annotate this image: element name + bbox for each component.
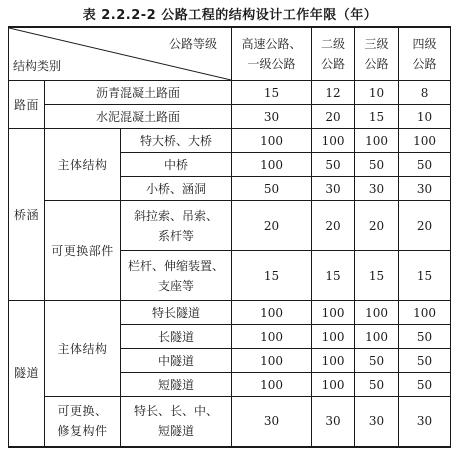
value-cell: 20 [312, 105, 355, 129]
value-cell: 30 [399, 397, 451, 447]
item-name: 特长、长、中、 短隧道 [121, 397, 232, 447]
table-row [9, 81, 451, 105]
value-cell: 50 [232, 177, 312, 201]
value-cell: 100 [232, 129, 312, 153]
table-row [9, 301, 451, 325]
category-bridge: 桥涵 [9, 129, 45, 301]
value-cell: 50 [399, 349, 451, 373]
column-header-highway: 高速公路、 一级公路 [232, 27, 312, 81]
item-name: 小桥、涵洞 [121, 177, 232, 201]
item-name: 短隧道 [121, 373, 232, 397]
column-header-grade3: 三级 公路 [355, 27, 399, 81]
value-cell: 50 [399, 325, 451, 349]
value-cell: 30 [232, 105, 312, 129]
column-header-grade4: 四级 公路 [399, 27, 451, 81]
value-cell: 50 [355, 349, 399, 373]
table-row [9, 105, 451, 129]
value-cell: 100 [312, 349, 355, 373]
value-cell: 100 [355, 129, 399, 153]
value-cell: 30 [312, 397, 355, 447]
value-cell: 12 [312, 81, 355, 105]
value-cell: 20 [355, 201, 399, 251]
table-row [9, 397, 451, 447]
value-cell: 30 [232, 397, 312, 447]
header-row [9, 27, 451, 81]
subcategory-bridge-main: 主体结构 [45, 129, 121, 201]
value-cell: 15 [232, 81, 312, 105]
value-cell: 100 [355, 301, 399, 325]
item-name: 特大桥、大桥 [121, 129, 232, 153]
grade-label: 公路等级 [169, 37, 218, 51]
value-cell: 15 [232, 251, 312, 301]
value-cell: 30 [399, 177, 451, 201]
value-cell: 100 [312, 325, 355, 349]
value-cell: 100 [312, 129, 355, 153]
value-cell: 20 [399, 201, 451, 251]
category-label: 结构类别 [13, 59, 62, 73]
value-cell: 30 [355, 397, 399, 447]
value-cell: 50 [312, 153, 355, 177]
value-cell: 100 [355, 325, 399, 349]
item-name: 斜拉索、吊索、 系杆等 [121, 201, 232, 251]
value-cell: 20 [232, 201, 312, 251]
value-cell: 100 [312, 373, 355, 397]
value-cell: 50 [355, 153, 399, 177]
value-cell: 100 [232, 325, 312, 349]
subcategory-tunnel-main: 主体结构 [45, 301, 121, 397]
item-name: 沥青混凝土路面 [45, 81, 232, 105]
value-cell: 100 [232, 301, 312, 325]
category-road: 路面 [9, 81, 45, 129]
value-cell: 10 [399, 105, 451, 129]
item-name: 栏杆、伸缩装置、 支座等 [121, 251, 232, 301]
value-cell: 100 [232, 153, 312, 177]
table-row [9, 201, 451, 251]
corner-header [9, 27, 232, 81]
value-cell: 50 [399, 373, 451, 397]
value-cell: 20 [312, 201, 355, 251]
value-cell: 8 [399, 81, 451, 105]
value-cell: 50 [355, 373, 399, 397]
value-cell: 100 [399, 129, 451, 153]
item-name: 中桥 [121, 153, 232, 177]
item-name: 水泥混凝土路面 [45, 105, 232, 129]
value-cell: 30 [312, 177, 355, 201]
value-cell: 15 [355, 105, 399, 129]
category-tunnel: 隧道 [9, 301, 45, 447]
value-cell: 10 [355, 81, 399, 105]
subcategory-tunnel-replaceable: 可更换、 修复构件 [45, 397, 121, 447]
table-title: 表 2.2.2-2 公路工程的结构设计工作年限（年） [82, 8, 378, 23]
value-cell: 100 [399, 301, 451, 325]
value-cell: 100 [232, 373, 312, 397]
subcategory-bridge-replaceable: 可更换部件 [45, 201, 121, 301]
value-cell: 15 [312, 251, 355, 301]
value-cell: 100 [232, 349, 312, 373]
value-cell: 15 [355, 251, 399, 301]
value-cell: 30 [355, 177, 399, 201]
value-cell: 15 [399, 251, 451, 301]
column-header-grade2: 二级 公路 [312, 27, 355, 81]
design-life-table [8, 26, 451, 448]
value-cell: 100 [312, 301, 355, 325]
item-name: 特长隧道 [121, 301, 232, 325]
item-name: 长隧道 [121, 325, 232, 349]
item-name: 中隧道 [121, 349, 232, 373]
value-cell: 50 [399, 153, 451, 177]
table-row [9, 129, 451, 153]
